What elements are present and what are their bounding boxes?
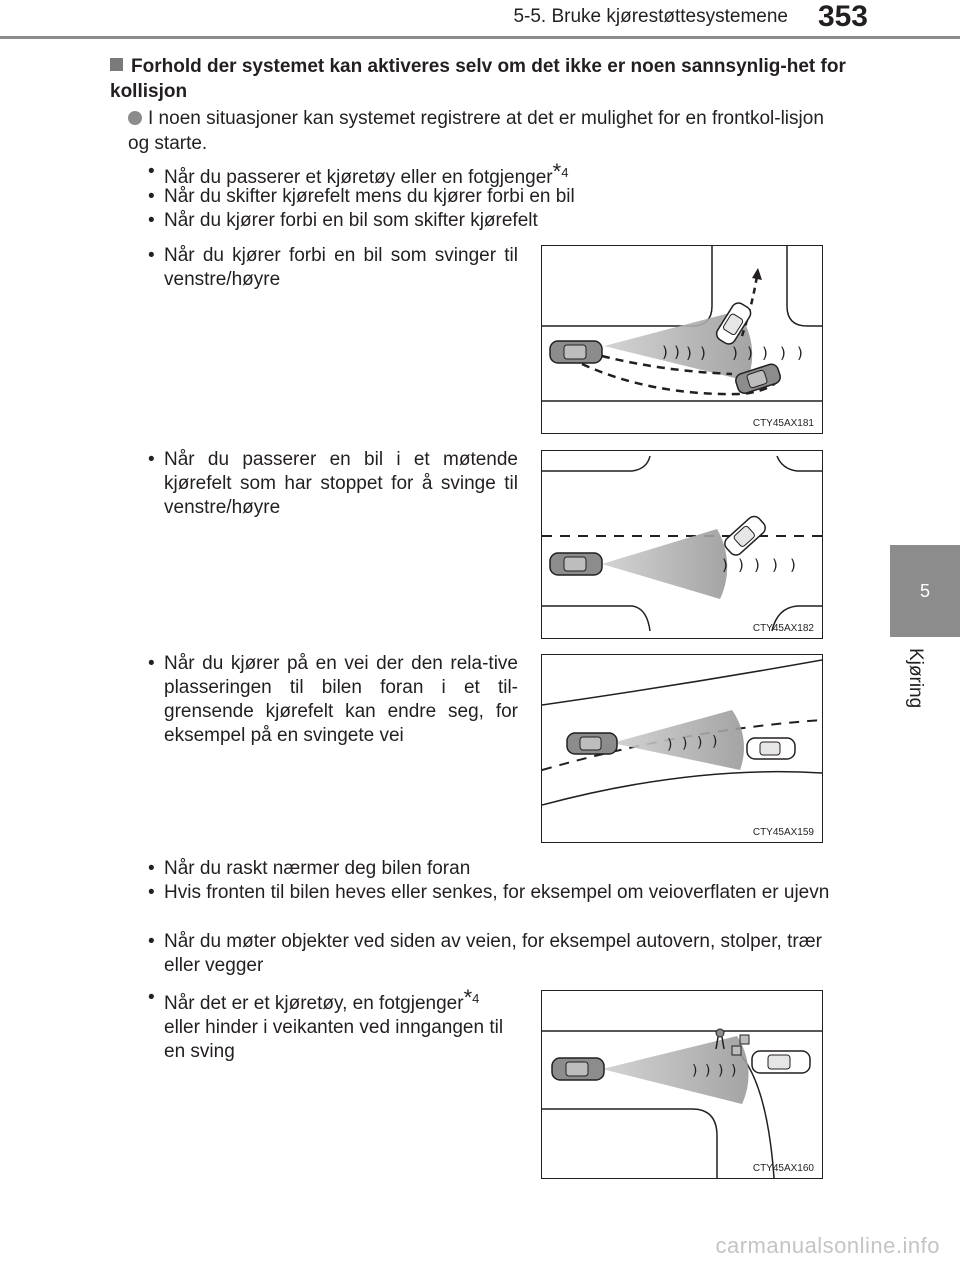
svg-text:): ) [747,344,753,362]
chapter-number: 5 [919,580,930,601]
figure-item-text: • Når det er et kjøretøy, en fotgjenger$^{*4}$ eller hinder i veikanten ved inngangen til en sving [148,985,504,1062]
lead-paragraph [128,106,850,156]
list-item-text: Når du kjører forbi en bil som skifter kjørefelt [164,210,538,231]
svg-text:): ) [686,344,692,362]
bullet-glyph: • [148,210,155,231]
figure-curve-entry [541,990,823,1179]
svg-text:): ) [667,737,673,753]
list-item [148,209,848,233]
svg-text:): ) [772,556,778,574]
svg-text:): ) [718,1063,724,1079]
heading-text: Forhold der systemet kan aktiveres selv om det ikke er noen sannsynlig-het for kollisjon [110,56,846,102]
bullet-glyph: • [148,653,155,674]
bullet-glyph: • [148,245,155,266]
list-item [148,930,848,978]
figure-code: CTY45AX160 [752,1163,814,1174]
list-item-text: Når du raskt nærmer deg bilen foran [164,858,471,879]
svg-text:): ) [700,344,706,362]
bullet-glyph: • [148,449,155,470]
svg-text:): ) [797,344,803,362]
figure-item-text: • Når du kjører på en vei der den rela-tive plasseringen til bilen foran i et til-grensende kjørefelt kan endre seg, for eksempel på en svingete vei [148,653,518,746]
list-item-text: Hvis fronten til bilen heves eller senkes, for eksempel om veioverflaten er ujevn [164,882,830,903]
list-item-text: Når du skifter kjørefelt mens du kjører forbi en bil [164,186,575,207]
chapter-tab [890,545,960,637]
svg-text:): ) [705,1063,711,1079]
list-item [148,857,848,881]
chapter-label: Kjøring [905,648,926,709]
svg-text:): ) [674,343,680,361]
svg-text:): ) [762,344,768,362]
svg-text:): ) [712,734,718,750]
section-heading [110,54,850,104]
footnote-marker: *4 [463,985,480,1010]
svg-text:): ) [722,556,728,574]
list-item [148,881,848,905]
header-rule [0,36,960,39]
bullet-glyph: • [148,987,155,1008]
svg-text:): ) [731,1063,737,1079]
bullet-glyph: • [148,186,155,207]
bullet-glyph: • [148,931,155,952]
figure-code: CTY45AX181 [752,418,814,429]
section-title: 5-5. Bruke kjørestøttesystemene [513,6,788,27]
figure-turning-car [541,245,823,434]
svg-text:): ) [790,556,796,574]
watermark: carmanualsonline.info [715,1233,940,1258]
figure-code: CTY45AX159 [752,827,814,838]
svg-text:): ) [697,735,703,751]
svg-text:): ) [682,736,688,752]
figure-code: CTY45AX182 [752,623,814,634]
list-item-text: Når du passerer et kjøretøy eller en fotgjenger [164,167,553,188]
bullet-glyph: • [148,858,155,879]
footnote-marker: *4 [552,159,569,184]
circle-bullet-icon [128,111,142,125]
list-item [148,185,848,209]
figure-curved-road [541,654,823,843]
figure-item-text: • Når du kjører forbi en bil som svinger til venstre/høyre [148,245,518,290]
svg-text:): ) [754,556,760,574]
bullet-glyph: • [148,161,155,182]
lead-text: I noen situasjoner kan systemet registrere at det er mulighet for en frontkol-lisjon og starte. [128,108,824,154]
list-item-text: Når du møter objekter ved siden av veien, for eksempel autovern, stolper, trær eller vegger [164,931,822,976]
figure-item-text: • Når du passerer en bil i et møtende kjørefelt som har stoppet for å svinge til venstre/høyre [148,449,518,518]
bullet-glyph: • [148,882,155,903]
svg-text:): ) [780,344,786,362]
square-bullet-icon [110,58,123,71]
svg-text:): ) [732,344,738,362]
svg-text:): ) [738,556,744,574]
svg-text:): ) [662,343,668,361]
figure-oncoming-car [541,450,823,639]
page-number: 353 [817,0,868,33]
svg-text:): ) [692,1063,698,1079]
